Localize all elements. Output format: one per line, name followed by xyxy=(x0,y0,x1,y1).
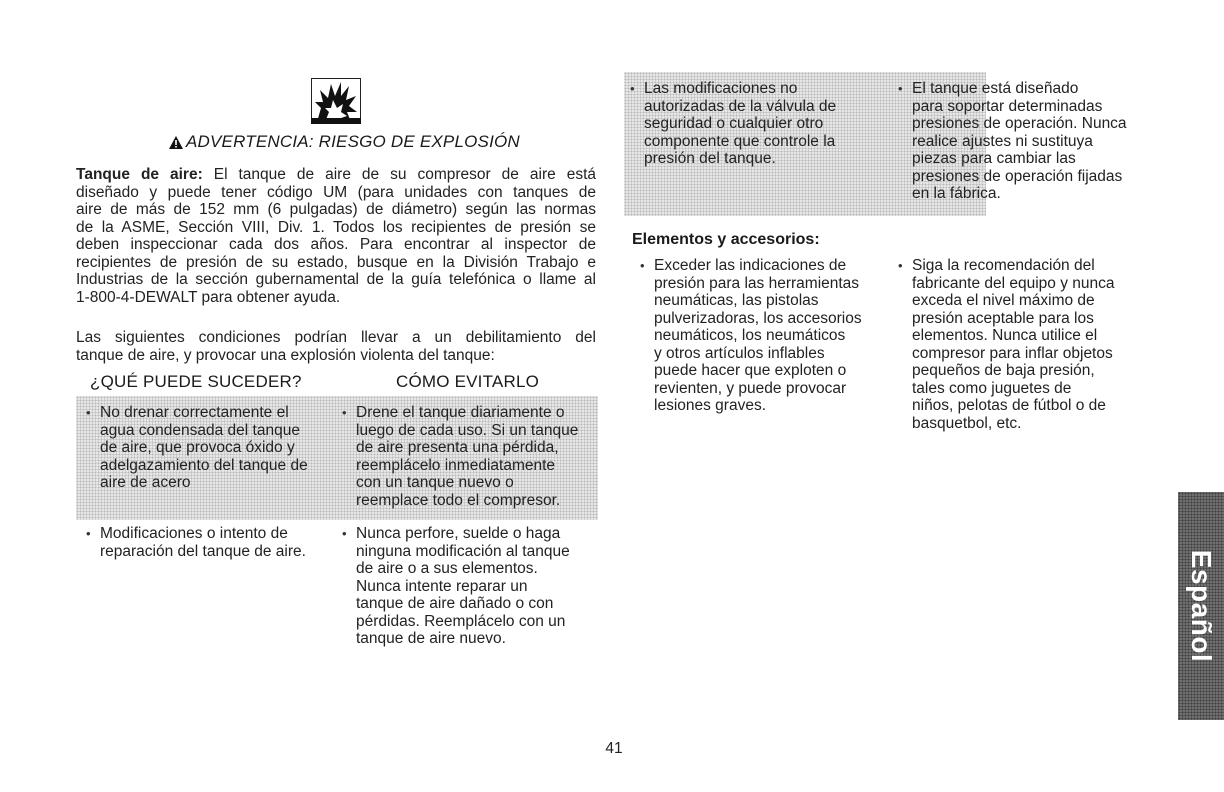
column-header-how: CÓMO EVITARLO xyxy=(396,372,540,391)
conditions-paragraph: Las siguientes condiciones podrían llevar a un debilitamiento del tanque de aire, y provocar una explosión violenta del tanque: xyxy=(76,329,596,364)
intro-paragraph: Tanque de aire: El tanque de aire de su compresor de aire está diseñado y puede tener código UM (para unidades con tanques de aire de más de 152 mm (6 pulgadas) de diámetro) según las normas de la ASME, Sección VIII, Div. 1. Todos los recipientes de presión se deben inspeccionar cada dos años. Para encontrar al inspector de recipientes de presión de su estado, busque en la División Trabajo e Industrias de la sección gubernamental de la guía telefónica o llame al 1-800-4-DEWALT para obtener ayuda. xyxy=(76,166,597,306)
warning-triangle-icon xyxy=(168,135,184,150)
intro-lead: Tanque de aire: xyxy=(76,166,203,183)
warning-heading xyxy=(168,131,548,153)
column-header-what: ¿QUÉ PUEDE SUCEDER? xyxy=(90,372,302,391)
page-number: 41 xyxy=(605,740,623,757)
warning-title: ADVERTENCIA: RIESGO DE EXPLOSIÓN xyxy=(186,132,520,151)
explosion-icon xyxy=(311,78,361,124)
language-tab xyxy=(1178,492,1224,720)
accessories-title: Elementos y accesorios: xyxy=(632,231,820,248)
language-tab-label: Español xyxy=(1186,549,1217,663)
